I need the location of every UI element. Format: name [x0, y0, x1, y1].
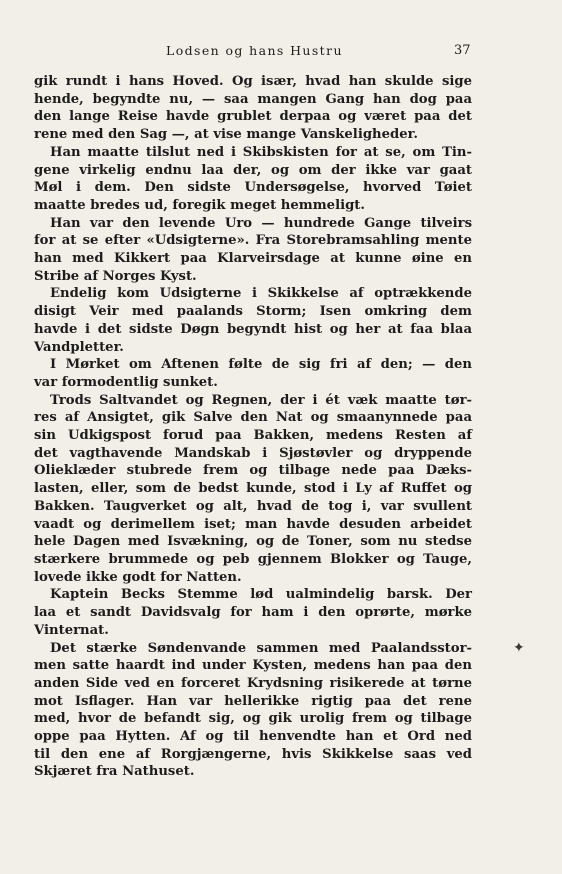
text-line: Skjæret fra Nathuset. [34, 764, 195, 780]
text-line: rene med den Sag —, at vise mange Vanskeligheder. [34, 127, 418, 143]
text-line: han med Kikkert paa Klarveirsdage at kunne øine en [34, 251, 472, 267]
text-line: gene virkelig endnu laa der, og om der ikke var gaat [34, 162, 472, 178]
text-line: maatte bredes ud, foregik meget hemmeligt. [34, 197, 365, 213]
text-line: Endelig kom Udsigterne i Skikkelse af optrækkende [50, 286, 472, 302]
text-line: disigt Veir med paalands Storm; Isen omkring dem [34, 304, 472, 320]
text-line: I Mørket om Aftenen følte de sig fri af den; — den [50, 357, 472, 373]
text-line: havde i det sidste Døgn begyndt hist og her at faa blaa [34, 321, 472, 337]
margin-mark: ✦ [513, 640, 525, 656]
text-line: vaadt og derimellem iset; man havde desuden arbeidet [34, 516, 472, 532]
text-line: men satte haardt ind under Kysten, medens han paa den [34, 658, 472, 674]
text-line: laa et sandt Davidsvalg for ham i den oprørte, mørke [34, 605, 472, 621]
text-line: Vandpletter. [34, 339, 124, 355]
text-line: anden Side ved en forceret Krydsning risikerede at tørne [34, 675, 472, 691]
text-line: stærkere brummede og peb gjennem Blokker og Tauge, [34, 551, 472, 567]
text-line: var formodentlig sunket. [34, 374, 218, 390]
body-text [34, 73, 472, 781]
text-line: Møl i dem. Den sidste Undersøgelse, hvorved Tøiet [34, 180, 472, 196]
text-line: gik rundt i hans Hoved. Og især, hvad han skulde sige [34, 74, 472, 89]
text-line: Det stærke Søndenvande sammen med Paalandsstor- [50, 640, 472, 656]
text-line: Vinternat. [34, 622, 109, 638]
text-line: Oliеklæder stubrede frem og tilbage nede paa Dæks- [34, 463, 472, 479]
text-line: Trods Saltvandet og Regnen, der i ét væk maatte tør- [50, 392, 472, 408]
text-line: Han maatte tilslut ned i Skibskisten for at se, om Tin- [50, 144, 472, 160]
text-line: sin Udkigspost forud paa Bakken, medens Resten af [34, 428, 472, 444]
text-line: hele Dagen med Isvækning, og de Toner, som nu stedse [34, 534, 472, 550]
text-line: mot Isflager. Han var hellerikke rigtig paa det rene [34, 693, 472, 709]
text-line: Stribe af Norges Kyst. [34, 268, 197, 284]
text-line: res af Ansigtet, gik Salve den Nat og smaanynnede paa [34, 410, 472, 426]
text-line: Han var den levende Uro — hundrede Gange tilveirs [50, 215, 472, 231]
text-line: Kaptein Becks Stemme lød ualmindelig barsk. Der [50, 587, 472, 603]
text-line: lasten, eller, som de bedst kunde, stod i Ly af Ruffet og [34, 481, 472, 497]
text-line: hende, begyndte nu, — saa mangen Gang han dog paa [34, 91, 472, 107]
text-line: for at se efter «Udsigterne». Fra Storebramsahling mente [34, 233, 472, 249]
page-number: 37 [454, 43, 471, 58]
text-line: Bakken. Taugverket og alt, hvad de tog i, var svullent [34, 498, 472, 514]
text-line: oppe paa Hytten. Af og til henvendte han et Ord ned [34, 729, 472, 745]
text-line: til den ene af Rorgjængerne, hvis Skikkelse saas ved [34, 746, 472, 762]
running-head [0, 43, 562, 63]
text-line: med, hvor de befandt sig, og gik urolig frem og tilbage [34, 711, 472, 727]
text-line: den lange Reise havde grublet derpaa og været paa det [34, 109, 472, 125]
text-line: det vagthavende Mandskab i Sjøstøvler og dryppende [34, 445, 472, 461]
running-title: Lodsen og hans Hustru [166, 43, 343, 58]
text-line: lovede ikke godt for Natten. [34, 569, 242, 585]
